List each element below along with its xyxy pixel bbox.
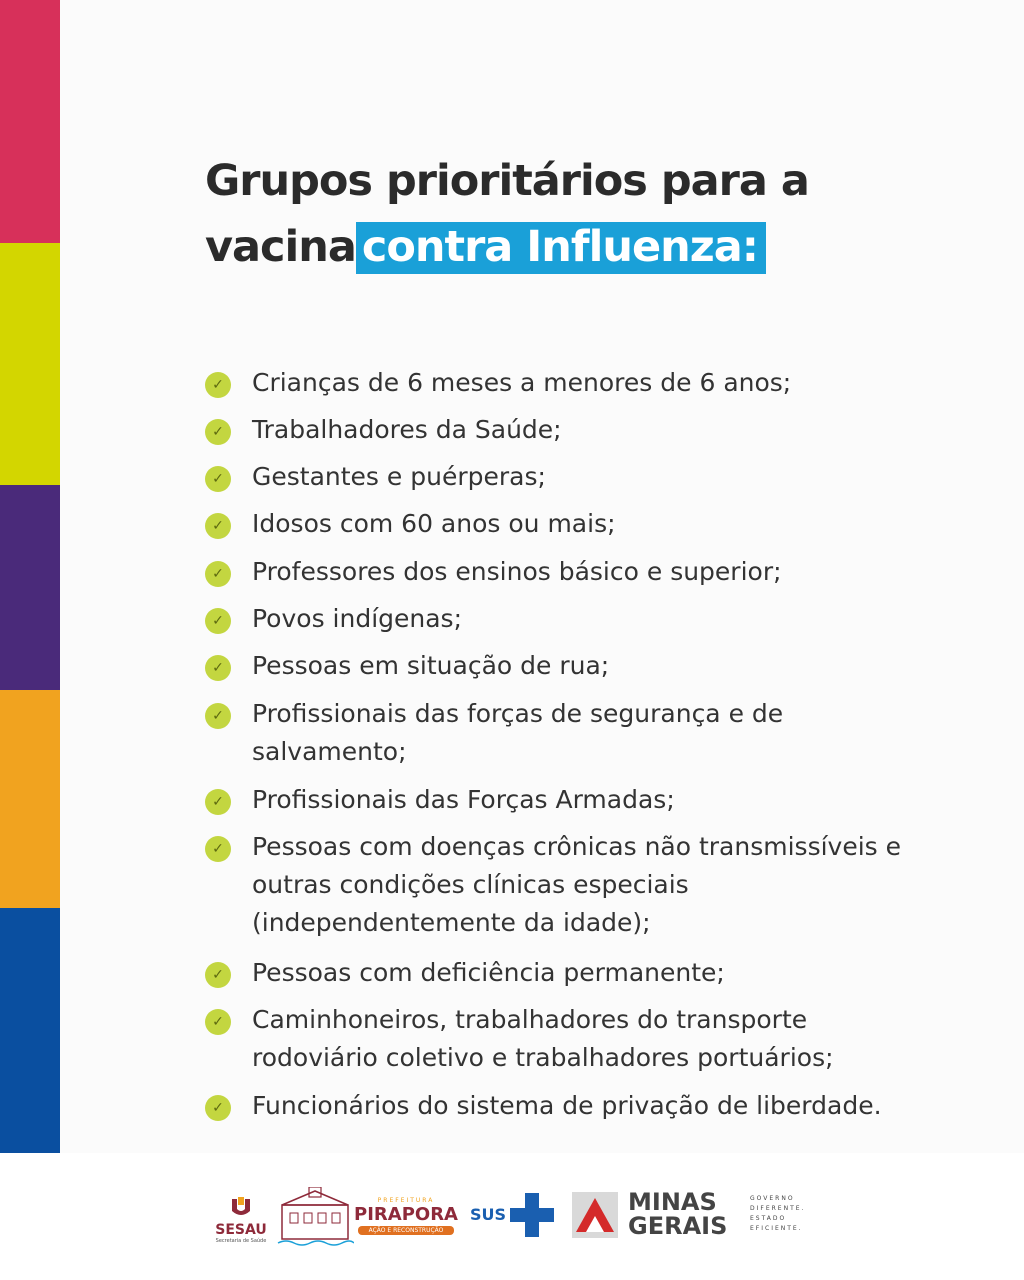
check-circle-icon: ✓: [205, 703, 231, 729]
check-circle-icon: ✓: [205, 962, 231, 988]
list-item: ✓ Caminhoneiros, trabalhadores do transporte rodoviário coletivo e trabalhadores portuários;: [205, 1001, 912, 1077]
color-stripes: [0, 0, 60, 1153]
building-illustration-icon: [276, 1187, 354, 1247]
check-circle-icon: ✓: [205, 836, 231, 862]
minas-triangle-icon: [572, 1192, 618, 1238]
list-item: ✓ Trabalhadores da Saúde;: [205, 411, 912, 449]
list-item: ✓ Gestantes e puérperas;: [205, 458, 912, 496]
sesau-logo: SESAU Secretaria de Saúde: [212, 1197, 270, 1247]
list-item: ✓ Crianças de 6 meses a menores de 6 anos;: [205, 364, 912, 402]
list-item: ✓ Professores dos ensinos básico e superior;: [205, 553, 912, 591]
footer-logos: [212, 1185, 822, 1247]
check-circle-icon: ✓: [205, 655, 231, 681]
check-circle-icon: ✓: [205, 513, 231, 539]
title-line-2: [205, 214, 965, 280]
sesau-emblem-icon: [212, 1197, 270, 1219]
stripe-lime: [0, 243, 60, 485]
sus-cross-icon: [510, 1193, 554, 1237]
list-item: ✓ Idosos com 60 anos ou mais;: [205, 505, 912, 543]
list-item: ✓ Pessoas em situação de rua;: [205, 647, 912, 685]
title-highlight: contra Influenza:: [356, 222, 766, 274]
check-circle-icon: ✓: [205, 1095, 231, 1121]
check-circle-icon: ✓: [205, 372, 231, 398]
list-item: ✓ Funcionários do sistema de privação de liberdade.: [205, 1087, 912, 1125]
check-circle-icon: ✓: [205, 561, 231, 587]
check-circle-icon: ✓: [205, 608, 231, 634]
pirapora-logo: PREFEITURA PIRAPORA AÇÃO E RECONSTRUÇÃO: [354, 1197, 458, 1234]
stripe-purple: [0, 485, 60, 690]
list-item: ✓ Profissionais das forças de segurança e de salvamento;: [205, 695, 912, 771]
sus-logo: SUS: [470, 1193, 560, 1239]
check-circle-icon: ✓: [205, 1009, 231, 1035]
title-plain: vacina: [205, 222, 356, 272]
minas-gerais-logo: MINAS GERAIS GOVERNO DIFERENTE. ESTADO EFICIENTE.: [572, 1192, 822, 1242]
list-item: ✓ Profissionais das Forças Armadas;: [205, 781, 912, 819]
check-circle-icon: ✓: [205, 466, 231, 492]
list-item: ✓ Povos indígenas;: [205, 600, 912, 638]
check-circle-icon: ✓: [205, 419, 231, 445]
title-line-1: Grupos prioritários para a: [205, 156, 809, 206]
page-title: [205, 148, 965, 280]
stripe-blue: [0, 908, 60, 1153]
stripe-pink: [0, 0, 60, 243]
stripe-orange: [0, 690, 60, 908]
list-item: ✓ Pessoas com deficiência permanente;: [205, 954, 912, 992]
list-item: ✓ Pessoas com doenças crônicas não transmissíveis e outras condições clínicas especiais (independentemente da idade);: [205, 828, 912, 942]
check-circle-icon: ✓: [205, 789, 231, 815]
